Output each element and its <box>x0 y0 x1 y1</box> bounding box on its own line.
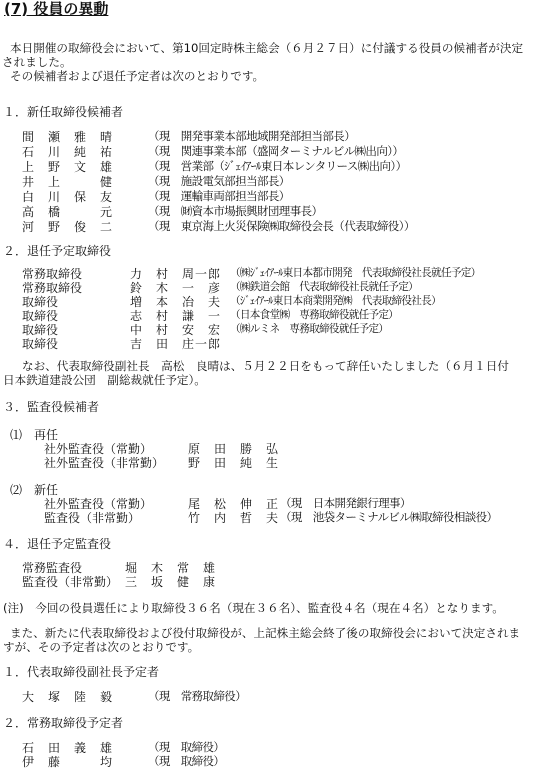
director-current-role: （現 運輸車両部担当部長） <box>148 189 290 203</box>
closing-line-1: また、新たに代表取締役および役付取締役が、上記株主総会終了後の取締役会において決定されま <box>10 626 521 640</box>
director-name: 上 野 文 雄 <box>22 160 114 174</box>
retiring-name: 志 村 謙 一 <box>130 309 222 323</box>
director-name: 河 野 俊 二 <box>22 220 114 234</box>
auditor-note: （現 日本開発銀行理事） <box>280 496 411 510</box>
director-name: 井 上 健 <box>22 175 114 189</box>
resignation-note-line-1: なお、代表取締役副社長 高松 良晴は、５月２２日をもって辞任いたしました（６月１日付 <box>22 359 509 373</box>
managing-director-name: 伊 藤 均 <box>22 755 114 769</box>
vice-president-name: 大 塚 陸 毅 <box>22 690 114 704</box>
retiring-title: 取締役 <box>22 295 59 309</box>
auditor-title: 社外監査役（常勤） <box>44 442 153 456</box>
managing-director-name: 石 田 義 雄 <box>22 741 114 755</box>
director-name: 石 川 純 祐 <box>22 145 114 159</box>
auditor-note: （現 池袋ターミナルビル㈱取締役相談役） <box>280 510 498 524</box>
section-heading-managing-directors: ２．常務取締役予定者 <box>3 716 124 730</box>
retiring-name: 中 村 安 宏 <box>130 323 222 337</box>
retiring-auditor-title: 監査役（非常勤） <box>22 575 119 589</box>
managing-director-current-role: （現 取締役） <box>148 740 225 754</box>
director-current-role: （現 関連事業本部（盛岡ターミナルビル㈱出向）） <box>148 144 404 158</box>
retiring-title: 取締役 <box>22 337 59 351</box>
auditor-title: 社外監査役（非常勤） <box>44 456 165 470</box>
retiring-title: 常務取締役 <box>22 281 83 295</box>
retiring-note: （日本食堂㈱ 専務取締役就任予定） <box>230 309 399 321</box>
director-current-role: （現 ㈶資本市場振興財団理事長） <box>148 204 323 218</box>
section-heading-retiring-auditors: ４．退任予定監査役 <box>3 537 112 551</box>
subsection-new: ⑵ 新任 <box>10 483 59 497</box>
auditor-name: 尾 松 伸 正 <box>188 497 280 511</box>
retiring-note: （㈱ルミネ 専務取締役就任予定） <box>230 323 389 335</box>
retiring-auditor-name: 三 坂 健 康 <box>125 575 217 589</box>
resignation-note-line-2: 日本鉄道建設公団 副総裁就任予定）。 <box>3 373 206 387</box>
director-name: 間 瀬 雅 晴 <box>22 130 114 144</box>
intro-line-1: 本日開催の取締役会において、第10回定時株主総会（６月２７日）に付議する役員の候補者が決定 <box>10 41 524 55</box>
auditor-title: 監査役（非常勤） <box>44 511 141 525</box>
auditor-name: 野 田 純 生 <box>188 456 280 470</box>
election-count-note: (注) 今回の役員選任により取締役３６名（現在３６名）、監査役４名（現在４名）となります。 <box>3 601 504 615</box>
section-heading-auditor-candidates: ３．監査役候補者 <box>3 400 100 414</box>
retiring-note: （ｼﾞｪｲｱｰﾙ東日本商業開発㈱ 代表取締役社長） <box>230 295 441 307</box>
retiring-name: 力 村 周一郎 <box>130 267 222 281</box>
section-heading-retiring-directors: ２．退任予定取締役 <box>3 244 112 258</box>
director-current-role: （現 施設電気部担当部長） <box>148 174 290 188</box>
director-name: 白 川 保 友 <box>22 190 114 204</box>
retiring-title: 常務取締役 <box>22 267 83 281</box>
auditor-title: 社外監査役（常勤） <box>44 497 153 511</box>
retiring-name: 吉 田 庄一郎 <box>130 337 222 351</box>
director-current-role: （現 営業部（ｼﾞｪｲｱｰﾙ東日本レンタリース㈱出向）） <box>148 159 407 173</box>
director-current-role: （現 東京海上火災保険㈱取締役会長（代表取締役）） <box>148 219 415 233</box>
managing-director-current-role: （現 取締役） <box>148 754 225 768</box>
page-title: (7) 役員の異動 <box>4 0 109 18</box>
retiring-title: 取締役 <box>22 309 59 323</box>
retiring-auditor-name: 堀 木 常 雄 <box>125 561 217 575</box>
director-current-role: （現 開発事業本部地域開発部担当部長） <box>148 129 356 143</box>
closing-line-2: すが、その予定者は次のとおりです。 <box>3 640 200 654</box>
auditor-name: 竹 内 哲 夫 <box>188 511 280 525</box>
retiring-note: （㈱鉄道会館 代表取締役社長就任予定） <box>230 281 418 293</box>
retiring-note: （㈱ｼﾞｪｲｱｰﾙ東日本都市開発 代表取締役社長就任予定） <box>230 267 481 279</box>
section-heading-vice-president: １．代表取締役副社長予定者 <box>3 665 160 679</box>
retiring-auditor-title: 常務監査役 <box>22 561 83 575</box>
intro-line-2: されました。 <box>2 55 72 69</box>
section-heading-new-directors: １．新任取締役候補者 <box>3 105 124 119</box>
vice-president-current-role: （現 常務取締役） <box>148 689 247 703</box>
director-name: 高 橋 元 <box>22 205 114 219</box>
intro-line-3: その候補者および退任予定者は次のとおりです。 <box>10 69 265 83</box>
auditor-name: 原 田 勝 弘 <box>188 442 280 456</box>
retiring-name: 増 本 冶 夫 <box>130 295 222 309</box>
retiring-name: 鈴 木 一 彦 <box>130 281 222 295</box>
retiring-title: 取締役 <box>22 323 59 337</box>
subsection-reappointed: ⑴ 再任 <box>10 428 59 442</box>
